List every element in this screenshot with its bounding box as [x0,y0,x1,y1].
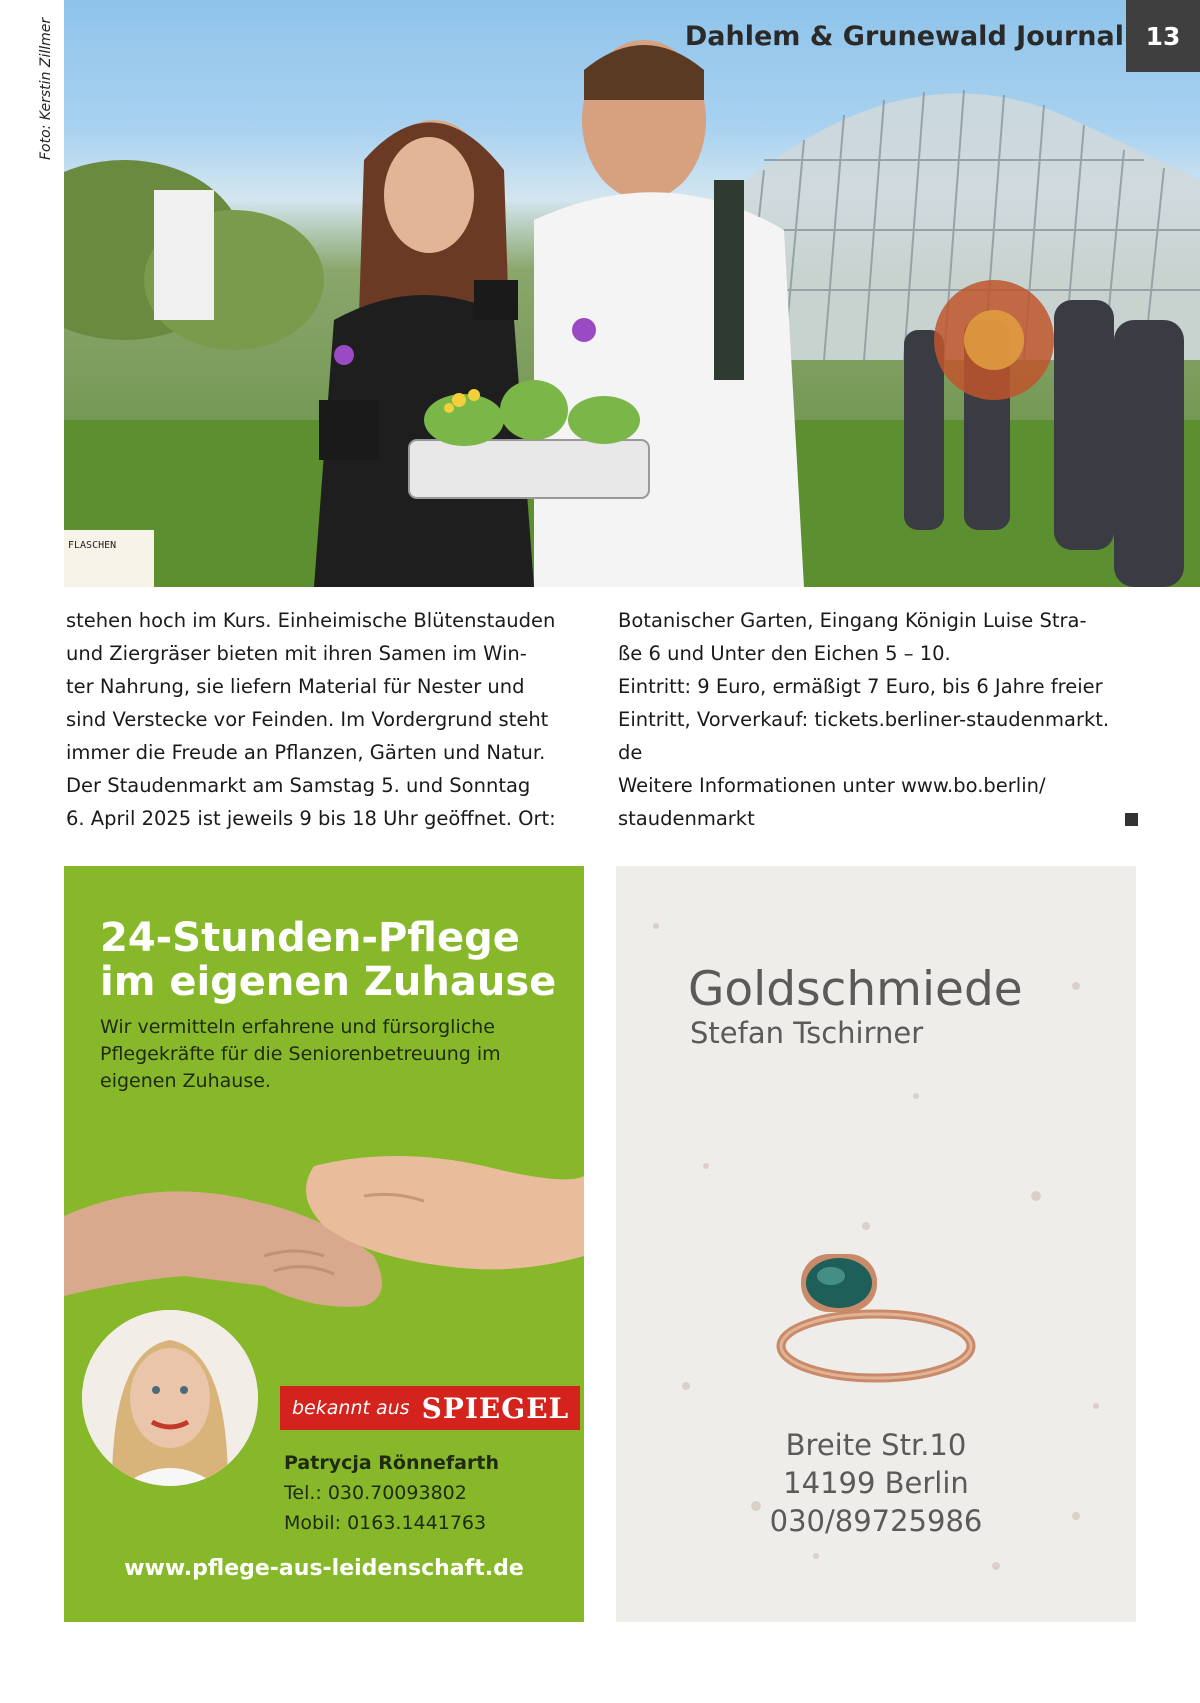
article-column-left [66,604,584,835]
article-line: 6. April 2025 ist jeweils 9 bis 18 Uhr geöffnet. Ort: [66,807,556,830]
goldsmith-city: 14199 Berlin [783,1466,969,1500]
photo-credit: Foto: Kerstin Zillmer [38,17,54,160]
contact-portrait [82,1310,258,1486]
care-contact-block [284,1448,499,1538]
article-line: Botanischer Garten, Eingang Königin Luise Stra- [618,609,1087,632]
contact-phone[interactable]: Tel.: 030.70093802 [284,1482,467,1504]
care-subline: Wir vermitteln erfahrene und fürsorgliche Pflegekräfte für die Seniorenbetreuung im eigenen Zuhause. [100,1016,501,1092]
contact-mobile[interactable]: Mobil: 0163.1441763 [284,1512,487,1534]
photo-sign: FLASCHEN [68,540,117,551]
care-headline [100,916,556,1004]
article-line: Der Staudenmarkt am Samstag 5. und Sonntag [66,774,531,797]
care-advertisement[interactable] [64,866,584,1622]
care-website-link[interactable]: www.pflege-aus-leidenschaft.de [124,1556,524,1581]
article-line: de [618,741,643,764]
article-line: ter Nahrung, sie liefern Material für Nester und [66,675,525,698]
article-line: und Ziergräser bieten mit ihren Samen im Win- [66,642,527,665]
article-line: Eintritt: 9 Euro, ermäßigt 7 Euro, bis 6 Jahre freier [618,675,1103,698]
care-headline-line: 24-Stunden-Pflege [100,915,520,961]
article-last-line [618,802,1138,835]
article-line: Weitere Informationen unter www.bo.berlin/ [618,774,1046,797]
goldsmith-street: Breite Str.10 [785,1428,967,1462]
known-from-label: bekannt aus [292,1397,410,1419]
article-column-right [618,604,1138,835]
article-line: sind Verstecke vor Feinden. Im Vordergrund steht [66,708,549,731]
ring-image [746,1226,986,1396]
goldsmith-title: Goldschmiede [688,962,1023,1017]
photo-illustration [64,0,1200,587]
article-line: Eintritt, Vorverkauf: tickets.berliner-staudenmarkt. [618,708,1110,731]
portrait-image [82,1310,258,1486]
goldsmith-subtitle: Stefan Tschirner [690,1016,924,1050]
journal-title: Dahlem & Grunewald Journal [684,20,1124,52]
hero-photo [64,0,1200,587]
article-line: stehen hoch im Kurs. Einheimische Blütenstauden [66,609,556,632]
article-line: ße 6 und Unter den Eichen 5 – 10. [618,642,951,665]
article-line: immer die Freude an Pflanzen, Gärten und Natur. [66,741,546,764]
goldsmith-address [616,1426,1136,1540]
article-line: staudenmarkt [618,807,755,830]
spiegel-logo: SPIEGEL [421,1391,570,1425]
care-headline-line: im eigenen Zuhause [100,959,557,1005]
running-header [685,10,1124,62]
page-number: 13 [1126,0,1200,72]
goldsmith-advertisement[interactable] [616,866,1136,1622]
known-from-badge [280,1386,580,1430]
end-of-article-icon [1125,813,1138,826]
contact-name: Patrycja Rönnefarth [284,1452,499,1474]
goldsmith-phone[interactable]: 030/89725986 [769,1504,983,1538]
